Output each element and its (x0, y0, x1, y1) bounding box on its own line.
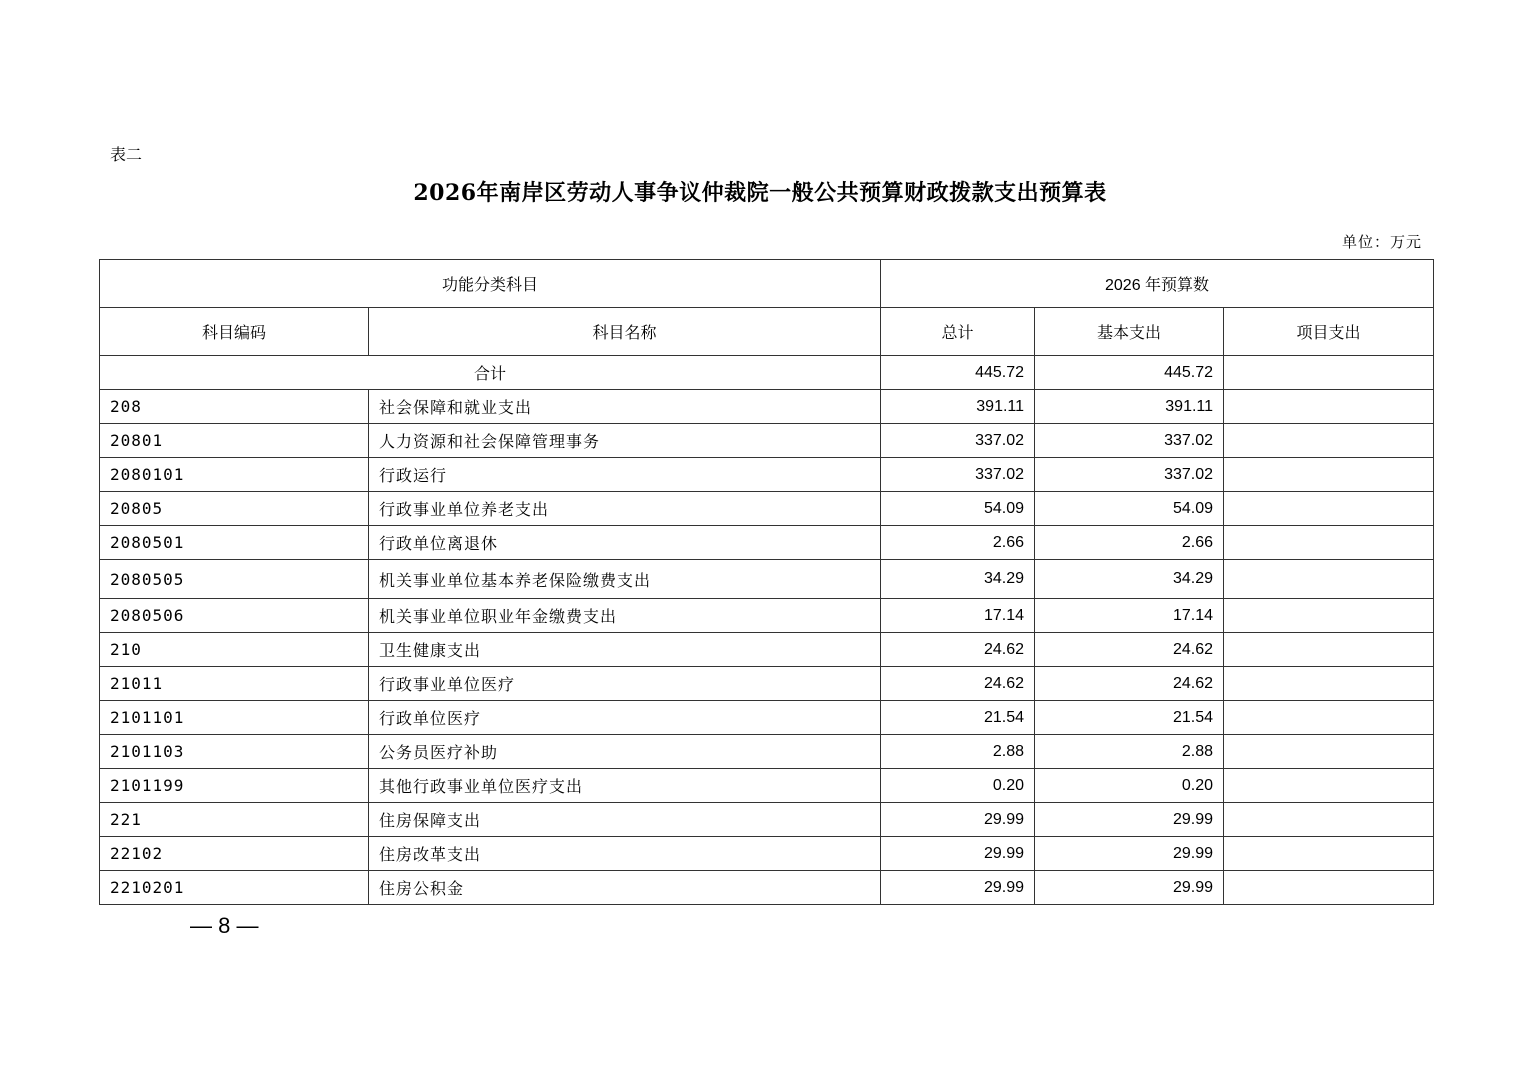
name-cell: 住房保障支出 (369, 803, 881, 837)
code-cell: 221 (100, 803, 369, 837)
basic-cell: 34.29 (1035, 560, 1224, 599)
total-cell: 337.02 (881, 458, 1035, 492)
header-budget-year: 2026 年预算数 (881, 260, 1434, 308)
name-cell: 行政单位医疗 (369, 701, 881, 735)
name-cell: 住房改革支出 (369, 837, 881, 871)
code-cell: 2080101 (100, 458, 369, 492)
table-row (100, 492, 1434, 526)
name-cell: 住房公积金 (369, 871, 881, 905)
project-cell (1224, 633, 1434, 667)
table-row (100, 667, 1434, 701)
code-cell: 20801 (100, 424, 369, 458)
table-row (100, 424, 1434, 458)
name-cell: 行政事业单位医疗 (369, 667, 881, 701)
code-cell: 2080501 (100, 526, 369, 560)
table-row (100, 837, 1434, 871)
table-label: 表二 (110, 145, 143, 164)
project-cell (1224, 424, 1434, 458)
header-project: 项目支出 (1224, 308, 1434, 356)
project-cell (1224, 390, 1434, 424)
total-cell: 21.54 (881, 701, 1035, 735)
code-cell: 2080505 (100, 560, 369, 599)
project-cell (1224, 560, 1434, 599)
basic-cell: 24.62 (1035, 633, 1224, 667)
table-row (100, 633, 1434, 667)
name-cell: 行政事业单位养老支出 (369, 492, 881, 526)
name-cell: 机关事业单位基本养老保险缴费支出 (369, 560, 881, 599)
table-row (100, 735, 1434, 769)
total-cell: 34.29 (881, 560, 1035, 599)
basic-cell: 21.54 (1035, 701, 1224, 735)
name-cell: 人力资源和社会保障管理事务 (369, 424, 881, 458)
project-cell (1224, 492, 1434, 526)
header-name: 科目名称 (369, 308, 881, 356)
project-cell (1224, 667, 1434, 701)
total-label: 合计 (100, 356, 881, 390)
project-cell (1224, 526, 1434, 560)
basic-cell: 54.09 (1035, 492, 1224, 526)
name-cell: 行政运行 (369, 458, 881, 492)
name-cell: 其他行政事业单位医疗支出 (369, 769, 881, 803)
project-cell (1224, 803, 1434, 837)
name-cell: 机关事业单位职业年金缴费支出 (369, 599, 881, 633)
header-group-row (100, 260, 1434, 308)
total-cell: 391.11 (881, 390, 1035, 424)
table-row (100, 599, 1434, 633)
basic-cell: 337.02 (1035, 458, 1224, 492)
basic-cell: 0.20 (1035, 769, 1224, 803)
total-cell: 0.20 (881, 769, 1035, 803)
name-cell: 公务员医疗补助 (369, 735, 881, 769)
table-row (100, 526, 1434, 560)
project-cell (1224, 735, 1434, 769)
total-cell: 2.88 (881, 735, 1035, 769)
basic-cell: 2.66 (1035, 526, 1224, 560)
total-cell: 24.62 (881, 633, 1035, 667)
project-cell (1224, 458, 1434, 492)
header-basic: 基本支出 (1035, 308, 1224, 356)
total-total-cell: 445.72 (881, 356, 1035, 390)
code-cell: 210 (100, 633, 369, 667)
basic-cell: 29.99 (1035, 803, 1224, 837)
code-cell: 2210201 (100, 871, 369, 905)
table-row (100, 803, 1434, 837)
total-cell: 24.62 (881, 667, 1035, 701)
unit-label: 单位：万元 (1341, 233, 1422, 251)
project-cell (1224, 837, 1434, 871)
header-total: 总计 (881, 308, 1035, 356)
header-columns-row (100, 308, 1434, 356)
basic-cell: 24.62 (1035, 667, 1224, 701)
basic-cell: 2.88 (1035, 735, 1224, 769)
basic-cell: 391.11 (1035, 390, 1224, 424)
code-cell: 22102 (100, 837, 369, 871)
total-project-cell (1224, 356, 1434, 390)
basic-cell: 29.99 (1035, 837, 1224, 871)
table-row (100, 390, 1434, 424)
table-row (100, 769, 1434, 803)
name-cell: 行政单位离退休 (369, 526, 881, 560)
code-cell: 2101103 (100, 735, 369, 769)
project-cell (1224, 769, 1434, 803)
name-cell: 社会保障和就业支出 (369, 390, 881, 424)
name-cell: 卫生健康支出 (369, 633, 881, 667)
total-row (100, 356, 1434, 390)
budget-table (99, 259, 1434, 905)
code-cell: 2101101 (100, 701, 369, 735)
total-cell: 17.14 (881, 599, 1035, 633)
code-cell: 2101199 (100, 769, 369, 803)
table-row (100, 458, 1434, 492)
total-cell: 29.99 (881, 803, 1035, 837)
table-row (100, 701, 1434, 735)
document-title: 2026年南岸区劳动人事争议仲裁院一般公共预算财政拨款支出预算表 (413, 180, 1107, 206)
project-cell (1224, 599, 1434, 633)
basic-cell: 337.02 (1035, 424, 1224, 458)
total-cell: 29.99 (881, 837, 1035, 871)
basic-cell: 29.99 (1035, 871, 1224, 905)
project-cell (1224, 701, 1434, 735)
page-number: — 8 — (190, 913, 259, 938)
header-functional-category: 功能分类科目 (100, 260, 881, 308)
code-cell: 21011 (100, 667, 369, 701)
code-cell: 2080506 (100, 599, 369, 633)
code-cell: 20805 (100, 492, 369, 526)
total-cell: 2.66 (881, 526, 1035, 560)
total-cell: 337.02 (881, 424, 1035, 458)
project-cell (1224, 871, 1434, 905)
table-row (100, 871, 1434, 905)
table-row (100, 560, 1434, 599)
basic-cell: 17.14 (1035, 599, 1224, 633)
total-basic-cell: 445.72 (1035, 356, 1224, 390)
total-cell: 29.99 (881, 871, 1035, 905)
total-cell: 54.09 (881, 492, 1035, 526)
code-cell: 208 (100, 390, 369, 424)
header-code: 科目编码 (100, 308, 369, 356)
